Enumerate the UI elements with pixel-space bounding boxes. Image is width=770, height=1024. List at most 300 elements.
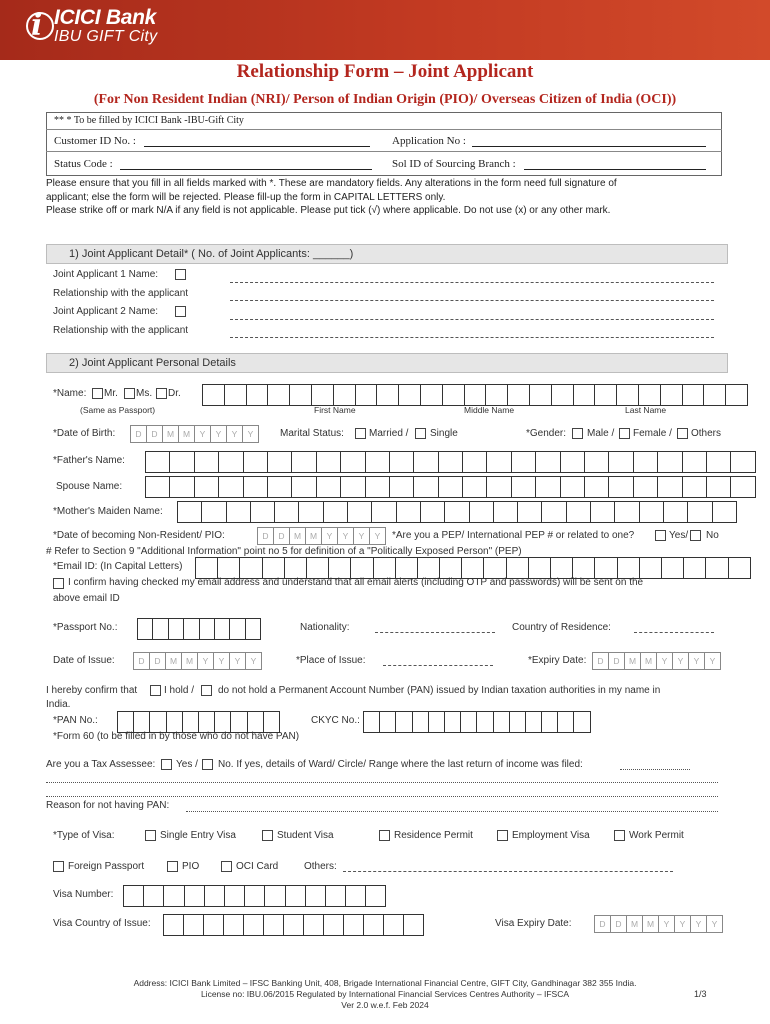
char-box[interactable] bbox=[403, 914, 424, 936]
pep-note: # Refer to Section 9 "Additional Information" point no 5 for definition of a "Politically Exposed Person" (PEP) bbox=[46, 546, 522, 557]
date-digit-box[interactable]: Y bbox=[197, 652, 213, 670]
char-box[interactable] bbox=[511, 451, 535, 473]
pan-not-hold-checkbox[interactable] bbox=[201, 685, 212, 696]
char-box[interactable] bbox=[263, 711, 280, 733]
pan-no-label: *PAN No.: bbox=[53, 715, 98, 726]
date-digit-box[interactable]: Y bbox=[353, 527, 369, 545]
date-digit-box[interactable]: D bbox=[149, 652, 165, 670]
char-box[interactable] bbox=[223, 914, 243, 936]
char-box[interactable] bbox=[413, 476, 437, 498]
pan-confirm-b: I hold / bbox=[164, 685, 195, 696]
email-boxes[interactable] bbox=[195, 557, 751, 579]
char-box[interactable] bbox=[608, 476, 632, 498]
sol-id-field[interactable] bbox=[524, 159, 706, 170]
char-box[interactable] bbox=[557, 711, 573, 733]
date-digit-box[interactable]: Y bbox=[213, 652, 229, 670]
tax-details-field-cont[interactable] bbox=[46, 795, 718, 797]
char-box[interactable] bbox=[633, 476, 657, 498]
char-box[interactable] bbox=[347, 501, 371, 523]
pan-hold-checkbox[interactable] bbox=[150, 685, 161, 696]
nr-date-boxes[interactable] bbox=[257, 527, 386, 545]
date-digit-box[interactable]: D bbox=[146, 425, 162, 443]
char-box[interactable] bbox=[371, 501, 395, 523]
foreign-passport-checkbox[interactable] bbox=[53, 861, 64, 872]
pep-yes-checkbox[interactable] bbox=[655, 530, 666, 541]
char-box[interactable] bbox=[243, 476, 267, 498]
date-digit-box[interactable]: M bbox=[181, 652, 197, 670]
char-box[interactable] bbox=[525, 711, 541, 733]
pan-confirm-d: India. bbox=[46, 699, 71, 710]
char-box[interactable] bbox=[214, 618, 229, 640]
status-code-field[interactable] bbox=[120, 159, 372, 170]
char-box[interactable] bbox=[728, 557, 751, 579]
char-box[interactable] bbox=[398, 384, 420, 406]
date-digit-box[interactable]: Y bbox=[658, 915, 674, 933]
char-box[interactable] bbox=[177, 501, 201, 523]
char-box[interactable] bbox=[412, 711, 428, 733]
pan-boxes[interactable] bbox=[117, 711, 280, 733]
date-digit-box[interactable]: D bbox=[273, 527, 289, 545]
char-box[interactable] bbox=[285, 885, 305, 907]
work-permit-checkbox[interactable] bbox=[614, 830, 625, 841]
char-box[interactable] bbox=[541, 501, 565, 523]
char-box[interactable] bbox=[438, 451, 462, 473]
char-box[interactable] bbox=[638, 384, 660, 406]
single-entry-visa-checkbox[interactable] bbox=[145, 830, 156, 841]
char-box[interactable] bbox=[485, 384, 507, 406]
char-box[interactable] bbox=[383, 914, 403, 936]
title-mr-checkbox[interactable] bbox=[92, 388, 103, 399]
date-digit-box[interactable]: D bbox=[608, 652, 624, 670]
char-box[interactable] bbox=[661, 557, 683, 579]
tax-details-label: No. If yes, details of Ward/ Circle/ Range where the last return of income was filed: bbox=[218, 759, 583, 770]
char-box[interactable] bbox=[420, 384, 442, 406]
char-box[interactable] bbox=[166, 711, 182, 733]
relationship-2-field[interactable] bbox=[230, 336, 714, 338]
date-digit-box[interactable]: Y bbox=[674, 915, 690, 933]
char-box[interactable] bbox=[528, 557, 550, 579]
char-box[interactable] bbox=[373, 557, 395, 579]
char-box[interactable] bbox=[298, 501, 322, 523]
mother-name-boxes[interactable] bbox=[177, 501, 737, 523]
char-box[interactable] bbox=[395, 711, 411, 733]
char-box[interactable] bbox=[444, 501, 468, 523]
char-box[interactable] bbox=[376, 384, 398, 406]
branch-name: IBU GIFT City bbox=[54, 28, 158, 45]
oci-card-checkbox[interactable] bbox=[221, 861, 232, 872]
expiry-label: *Expiry Date: bbox=[528, 655, 587, 666]
char-box[interactable] bbox=[194, 476, 218, 498]
employment-visa-label: Employment Visa bbox=[512, 830, 590, 841]
date-digit-box[interactable]: M bbox=[162, 425, 178, 443]
char-box[interactable] bbox=[529, 384, 551, 406]
char-box[interactable] bbox=[535, 451, 559, 473]
expiry-boxes[interactable] bbox=[592, 652, 721, 670]
char-box[interactable] bbox=[333, 384, 355, 406]
char-box[interactable] bbox=[323, 501, 347, 523]
email-confirm-checkbox[interactable] bbox=[53, 578, 64, 589]
char-box[interactable] bbox=[243, 451, 267, 473]
char-box[interactable] bbox=[509, 711, 525, 733]
date-digit-box[interactable]: Y bbox=[242, 425, 259, 443]
visa-expiry-label: Visa Expiry Date: bbox=[495, 918, 572, 929]
char-box[interactable] bbox=[616, 384, 638, 406]
char-box[interactable] bbox=[365, 451, 389, 473]
char-box[interactable] bbox=[379, 711, 395, 733]
char-box[interactable] bbox=[263, 914, 283, 936]
date-digit-box[interactable]: D bbox=[133, 652, 149, 670]
date-digit-box[interactable]: M bbox=[640, 652, 656, 670]
char-box[interactable] bbox=[226, 501, 250, 523]
char-box[interactable] bbox=[214, 711, 230, 733]
char-box[interactable] bbox=[199, 618, 214, 640]
date-digit-box[interactable]: Y bbox=[704, 652, 721, 670]
place-issue-field[interactable] bbox=[383, 664, 493, 666]
visa-expiry-boxes[interactable] bbox=[594, 915, 723, 933]
char-box[interactable] bbox=[594, 557, 616, 579]
char-box[interactable] bbox=[291, 451, 315, 473]
char-box[interactable] bbox=[283, 914, 303, 936]
date-digit-box[interactable]: Y bbox=[690, 915, 706, 933]
sol-id-label: Sol ID of Sourcing Branch : bbox=[392, 158, 516, 170]
char-box[interactable] bbox=[730, 451, 755, 473]
char-box[interactable] bbox=[660, 384, 682, 406]
char-box[interactable] bbox=[617, 557, 639, 579]
char-box[interactable] bbox=[246, 384, 268, 406]
char-box[interactable] bbox=[417, 557, 439, 579]
date-digit-box[interactable]: M bbox=[642, 915, 658, 933]
char-box[interactable] bbox=[168, 618, 183, 640]
customer-id-label: Customer ID No. : bbox=[54, 135, 136, 147]
char-box[interactable] bbox=[184, 885, 204, 907]
date-digit-box[interactable]: Y bbox=[369, 527, 386, 545]
visa-country-boxes[interactable] bbox=[163, 914, 424, 936]
char-box[interactable] bbox=[145, 476, 169, 498]
char-box[interactable] bbox=[217, 557, 239, 579]
char-box[interactable] bbox=[413, 451, 437, 473]
char-box[interactable] bbox=[389, 476, 413, 498]
date-issue-boxes[interactable] bbox=[133, 652, 262, 670]
date-digit-box[interactable]: Y bbox=[229, 652, 245, 670]
name-boxes[interactable] bbox=[202, 384, 748, 406]
char-box[interactable] bbox=[420, 501, 444, 523]
date-digit-box[interactable]: M bbox=[626, 915, 642, 933]
char-box[interactable] bbox=[507, 384, 529, 406]
char-box[interactable] bbox=[247, 711, 263, 733]
char-box[interactable] bbox=[267, 476, 291, 498]
char-box[interactable] bbox=[229, 618, 244, 640]
char-box[interactable] bbox=[345, 885, 365, 907]
char-box[interactable] bbox=[243, 914, 263, 936]
char-box[interactable] bbox=[590, 501, 614, 523]
relationship-1-field[interactable] bbox=[230, 299, 714, 301]
char-box[interactable] bbox=[363, 711, 379, 733]
char-box[interactable] bbox=[486, 451, 510, 473]
char-box[interactable] bbox=[396, 501, 420, 523]
instruction-line: Please strike off or mark N/A if any field is not applicable. Please put tick (√) where applicable. Do not use (x) or any other mark. bbox=[46, 205, 611, 216]
date-digit-box[interactable]: D bbox=[610, 915, 626, 933]
residence-permit-checkbox[interactable] bbox=[379, 830, 390, 841]
passport-label: *Passport No.: bbox=[53, 622, 118, 633]
char-box[interactable] bbox=[224, 885, 244, 907]
char-box[interactable] bbox=[203, 914, 223, 936]
char-box[interactable] bbox=[687, 501, 711, 523]
char-box[interactable] bbox=[244, 885, 264, 907]
char-box[interactable] bbox=[365, 885, 386, 907]
char-box[interactable] bbox=[230, 711, 246, 733]
char-box[interactable] bbox=[145, 451, 169, 473]
date-digit-box[interactable]: M bbox=[178, 425, 194, 443]
customer-id-field[interactable] bbox=[144, 136, 370, 147]
char-box[interactable] bbox=[584, 476, 608, 498]
char-box[interactable] bbox=[323, 914, 343, 936]
tax-details-field-cont[interactable] bbox=[46, 781, 718, 783]
char-box[interactable] bbox=[306, 557, 328, 579]
first-name-caption: First Name bbox=[314, 405, 356, 415]
female-checkbox[interactable] bbox=[619, 428, 630, 439]
student-visa-checkbox[interactable] bbox=[262, 830, 273, 841]
date-digit-box[interactable]: Y bbox=[688, 652, 704, 670]
char-box[interactable] bbox=[204, 885, 224, 907]
single-entry-visa-label: Single Entry Visa bbox=[160, 830, 236, 841]
char-box[interactable] bbox=[657, 476, 681, 498]
char-box[interactable] bbox=[218, 451, 242, 473]
char-box[interactable] bbox=[439, 557, 461, 579]
char-box[interactable] bbox=[682, 451, 706, 473]
char-box[interactable] bbox=[350, 557, 372, 579]
char-box[interactable] bbox=[639, 557, 661, 579]
char-box[interactable] bbox=[703, 384, 725, 406]
char-box[interactable] bbox=[541, 711, 557, 733]
char-box[interactable] bbox=[462, 451, 486, 473]
char-box[interactable] bbox=[639, 501, 663, 523]
date-digit-box[interactable]: Y bbox=[194, 425, 210, 443]
char-box[interactable] bbox=[137, 618, 152, 640]
char-box[interactable] bbox=[343, 914, 363, 936]
char-box[interactable] bbox=[464, 384, 486, 406]
char-box[interactable] bbox=[395, 557, 417, 579]
pep-no-checkbox[interactable] bbox=[690, 530, 701, 541]
char-box[interactable] bbox=[712, 501, 737, 523]
char-box[interactable] bbox=[267, 384, 289, 406]
date-digit-box[interactable]: Y bbox=[226, 425, 242, 443]
char-box[interactable] bbox=[493, 711, 509, 733]
char-box[interactable] bbox=[573, 384, 595, 406]
char-box[interactable] bbox=[289, 384, 311, 406]
char-box[interactable] bbox=[143, 885, 163, 907]
char-box[interactable] bbox=[461, 557, 483, 579]
char-box[interactable] bbox=[493, 501, 517, 523]
char-box[interactable] bbox=[483, 557, 505, 579]
char-box[interactable] bbox=[262, 557, 284, 579]
char-box[interactable] bbox=[572, 557, 594, 579]
char-box[interactable] bbox=[444, 711, 460, 733]
char-box[interactable] bbox=[194, 451, 218, 473]
char-box[interactable] bbox=[149, 711, 165, 733]
char-box[interactable] bbox=[365, 476, 389, 498]
char-box[interactable] bbox=[469, 501, 493, 523]
date-digit-box[interactable]: Y bbox=[321, 527, 337, 545]
reason-pan-field[interactable] bbox=[186, 810, 718, 812]
char-box[interactable] bbox=[633, 451, 657, 473]
char-box[interactable] bbox=[706, 476, 730, 498]
char-box[interactable] bbox=[535, 476, 559, 498]
char-box[interactable] bbox=[195, 557, 217, 579]
joint-applicant-2-checkbox[interactable] bbox=[175, 306, 186, 317]
date-digit-box[interactable]: M bbox=[165, 652, 181, 670]
char-box[interactable] bbox=[551, 384, 573, 406]
date-digit-box[interactable]: Y bbox=[245, 652, 262, 670]
bank-use-heading: ** * To be filled by ICICI Bank -IBU-Gift City bbox=[54, 115, 244, 126]
char-box[interactable] bbox=[245, 618, 261, 640]
char-box[interactable] bbox=[183, 618, 198, 640]
male-label: Male / bbox=[587, 428, 615, 439]
date-digit-box[interactable]: Y bbox=[706, 915, 723, 933]
joint-applicant-1-field[interactable] bbox=[230, 281, 714, 283]
char-box[interactable] bbox=[550, 557, 572, 579]
nationality-field[interactable] bbox=[375, 631, 495, 633]
char-box[interactable] bbox=[264, 885, 284, 907]
char-box[interactable] bbox=[152, 618, 167, 640]
char-box[interactable] bbox=[566, 501, 590, 523]
pep-yes-label: Yes/ bbox=[669, 530, 689, 541]
char-box[interactable] bbox=[316, 451, 340, 473]
date-digit-box[interactable]: D bbox=[130, 425, 146, 443]
char-box[interactable] bbox=[442, 384, 464, 406]
char-box[interactable] bbox=[250, 501, 274, 523]
char-box[interactable] bbox=[730, 476, 755, 498]
employment-visa-checkbox[interactable] bbox=[497, 830, 508, 841]
visa-number-boxes[interactable] bbox=[123, 885, 386, 907]
char-box[interactable] bbox=[325, 885, 345, 907]
date-digit-box[interactable]: Y bbox=[672, 652, 688, 670]
country-residence-field[interactable] bbox=[634, 631, 714, 633]
date-digit-box[interactable]: Y bbox=[210, 425, 226, 443]
char-box[interactable] bbox=[274, 501, 298, 523]
spouse-name-boxes[interactable] bbox=[145, 476, 756, 498]
char-box[interactable] bbox=[584, 451, 608, 473]
char-box[interactable] bbox=[218, 476, 242, 498]
title-ms-checkbox[interactable] bbox=[124, 388, 135, 399]
work-permit-label: Work Permit bbox=[629, 830, 684, 841]
char-box[interactable] bbox=[284, 557, 306, 579]
date-digit-box[interactable]: M bbox=[305, 527, 321, 545]
char-box[interactable] bbox=[389, 451, 413, 473]
passport-boxes[interactable] bbox=[137, 618, 261, 640]
char-box[interactable] bbox=[460, 711, 476, 733]
joint-applicant-1-label: Joint Applicant 1 Name: bbox=[53, 269, 159, 280]
char-box[interactable] bbox=[224, 384, 246, 406]
char-box[interactable] bbox=[163, 914, 183, 936]
instruction-line: Please ensure that you fill in all fields marked with *. These are mandatory fields. Any alterations in the form need full signature of bbox=[46, 178, 617, 189]
ckyc-boxes[interactable] bbox=[363, 711, 591, 733]
char-box[interactable] bbox=[683, 557, 705, 579]
char-box[interactable] bbox=[311, 384, 333, 406]
title-dr-checkbox[interactable] bbox=[156, 388, 167, 399]
char-box[interactable] bbox=[239, 557, 261, 579]
char-box[interactable] bbox=[560, 476, 584, 498]
section-1-header bbox=[46, 244, 728, 264]
char-box[interactable] bbox=[663, 501, 687, 523]
married-checkbox[interactable] bbox=[355, 428, 366, 439]
dob-boxes[interactable] bbox=[130, 425, 259, 443]
char-box[interactable] bbox=[328, 557, 350, 579]
visa-others-field[interactable] bbox=[343, 870, 673, 872]
char-box[interactable] bbox=[355, 384, 377, 406]
char-box[interactable] bbox=[201, 501, 225, 523]
single-checkbox[interactable] bbox=[415, 428, 426, 439]
char-box[interactable] bbox=[202, 384, 224, 406]
tax-details-field[interactable] bbox=[620, 768, 690, 770]
char-box[interactable] bbox=[511, 476, 535, 498]
char-box[interactable] bbox=[183, 914, 203, 936]
char-box[interactable] bbox=[573, 711, 590, 733]
char-box[interactable] bbox=[725, 384, 748, 406]
char-box[interactable] bbox=[682, 476, 706, 498]
char-box[interactable] bbox=[476, 711, 492, 733]
char-box[interactable] bbox=[267, 451, 291, 473]
date-digit-box[interactable]: D bbox=[257, 527, 273, 545]
char-box[interactable] bbox=[428, 711, 444, 733]
char-box[interactable] bbox=[594, 384, 616, 406]
char-box[interactable] bbox=[486, 476, 510, 498]
char-box[interactable] bbox=[303, 914, 323, 936]
char-box[interactable] bbox=[198, 711, 214, 733]
char-box[interactable] bbox=[705, 557, 727, 579]
char-box[interactable] bbox=[182, 711, 198, 733]
tax-no-checkbox[interactable] bbox=[202, 759, 213, 770]
char-box[interactable] bbox=[438, 476, 462, 498]
char-box[interactable] bbox=[163, 885, 183, 907]
date-digit-box[interactable]: D bbox=[592, 652, 608, 670]
date-digit-box[interactable]: Y bbox=[656, 652, 672, 670]
footer-version: Ver 2.0 w.e.f. Feb 2024 bbox=[341, 1000, 429, 1010]
date-digit-box[interactable]: Y bbox=[337, 527, 353, 545]
char-box[interactable] bbox=[608, 451, 632, 473]
char-box[interactable] bbox=[462, 476, 486, 498]
char-box[interactable] bbox=[169, 451, 193, 473]
char-box[interactable] bbox=[682, 384, 704, 406]
joint-applicant-1-checkbox[interactable] bbox=[175, 269, 186, 280]
male-checkbox[interactable] bbox=[572, 428, 583, 439]
char-box[interactable] bbox=[291, 476, 315, 498]
char-box[interactable] bbox=[614, 501, 638, 523]
char-box[interactable] bbox=[560, 451, 584, 473]
date-digit-box[interactable]: M bbox=[289, 527, 305, 545]
char-box[interactable] bbox=[117, 711, 133, 733]
tax-yes-checkbox[interactable] bbox=[161, 759, 172, 770]
char-box[interactable] bbox=[123, 885, 143, 907]
char-box[interactable] bbox=[506, 557, 528, 579]
char-box[interactable] bbox=[133, 711, 149, 733]
char-box[interactable] bbox=[169, 476, 193, 498]
father-name-boxes[interactable] bbox=[145, 451, 756, 473]
date-digit-box[interactable]: D bbox=[594, 915, 610, 933]
char-box[interactable] bbox=[316, 476, 340, 498]
pio-checkbox[interactable] bbox=[167, 861, 178, 872]
char-box[interactable] bbox=[340, 476, 364, 498]
date-digit-box[interactable]: M bbox=[624, 652, 640, 670]
char-box[interactable] bbox=[517, 501, 541, 523]
others-checkbox[interactable] bbox=[677, 428, 688, 439]
char-box[interactable] bbox=[340, 451, 364, 473]
char-box[interactable] bbox=[363, 914, 383, 936]
char-box[interactable] bbox=[305, 885, 325, 907]
application-no-field[interactable] bbox=[472, 136, 706, 147]
joint-applicant-2-field[interactable] bbox=[230, 318, 714, 320]
char-box[interactable] bbox=[706, 451, 730, 473]
char-box[interactable] bbox=[657, 451, 681, 473]
